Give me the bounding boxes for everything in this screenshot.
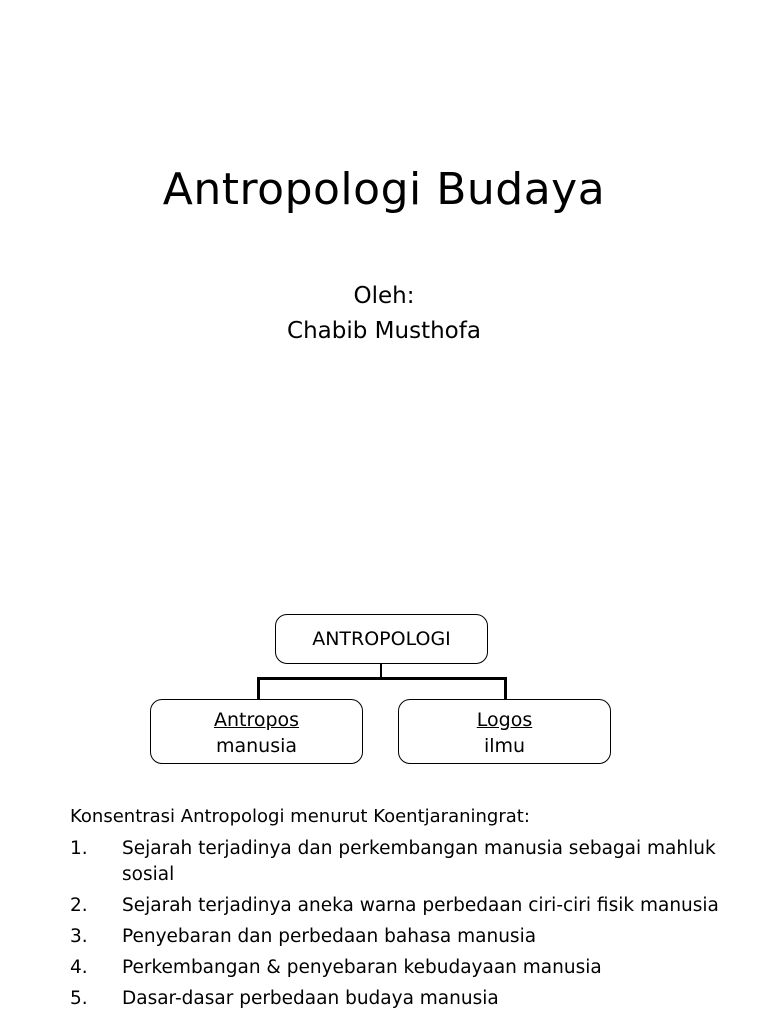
- list-number: 1.: [70, 838, 88, 859]
- list-text: Dasar-dasar perbedaan budaya manusia: [122, 988, 499, 1009]
- list-item: [70, 836, 720, 888]
- list-item: [70, 955, 720, 981]
- node-meaning: manusia: [215, 735, 298, 757]
- diagram-node-antropos: [150, 699, 363, 764]
- node-term: Antropos: [213, 709, 300, 731]
- author-name: Chabib Musthofa: [287, 318, 481, 344]
- list-item: [70, 924, 720, 950]
- concentration-list: [70, 836, 720, 1017]
- connector-vertical-left: [257, 677, 260, 699]
- list-item: [70, 893, 720, 919]
- list-heading: Konsentrasi Antropologi menurut Koentjaraningrat:: [70, 806, 530, 827]
- page-title: Antropologi Budaya: [162, 164, 606, 215]
- list-number: 4.: [70, 957, 88, 978]
- list-text: Penyebaran dan perbedaan bahasa manusia: [122, 926, 537, 947]
- list-text: Sejarah terjadinya aneka warna perbedaan ciri-ciri fisik manusia: [122, 895, 719, 916]
- list-item: [70, 986, 720, 1012]
- node-term: Logos: [476, 709, 533, 731]
- connector-horizontal: [257, 677, 507, 680]
- author-label: Oleh:: [353, 283, 415, 309]
- list-number: 3.: [70, 926, 88, 947]
- diagram-root-node: ANTROPOLOGI: [275, 614, 488, 664]
- diagram-node-logos: [398, 699, 611, 764]
- connector-vertical-right: [504, 677, 507, 699]
- node-meaning: ilmu: [483, 735, 526, 757]
- list-number: 5.: [70, 988, 88, 1009]
- list-text: Sejarah terjadinya dan perkembangan manusia sebagai mahluk sosial: [122, 838, 716, 885]
- connector-vertical-root: [380, 664, 382, 678]
- list-number: 2.: [70, 895, 88, 916]
- list-text: Perkembangan & penyebaran kebudayaan manusia: [122, 957, 602, 978]
